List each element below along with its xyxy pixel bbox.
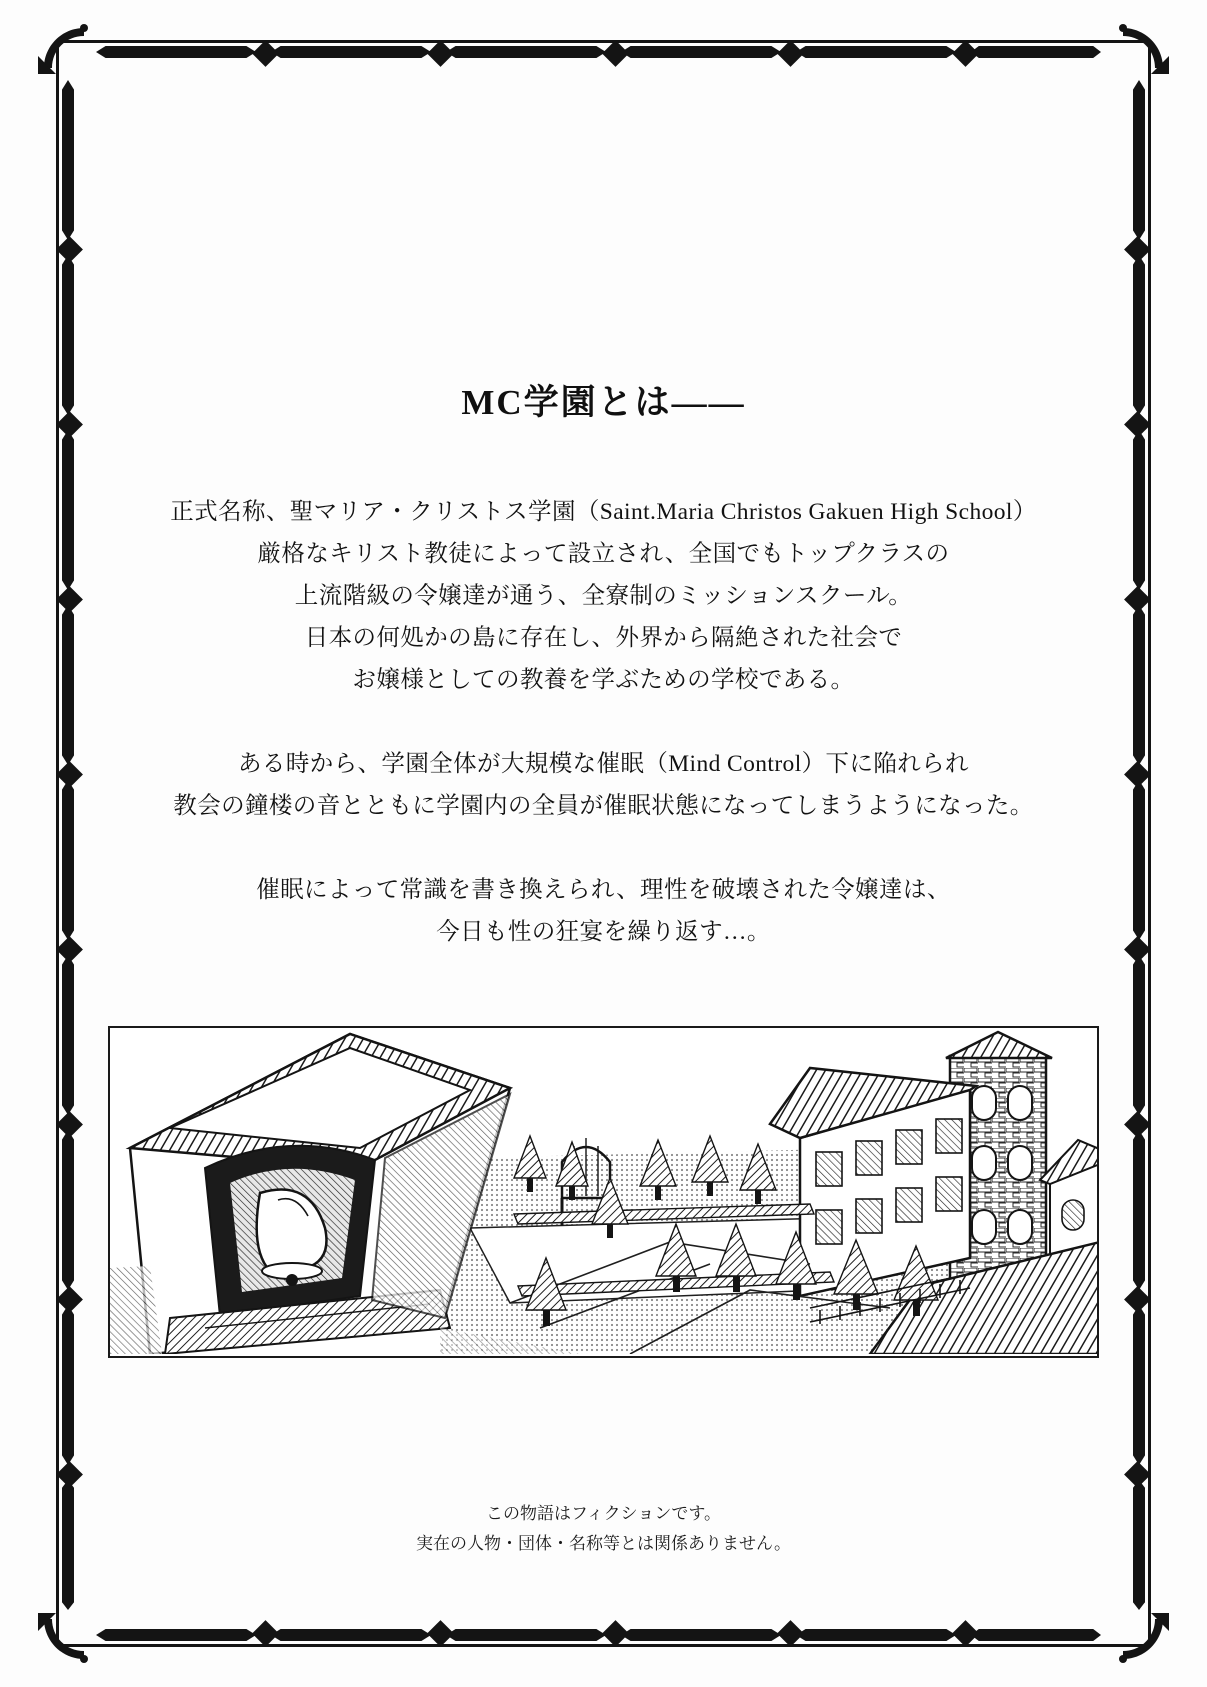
frame-ornament-bar [96, 46, 256, 58]
corner-flourish-bottom-left [34, 1609, 94, 1669]
frame-ornament-bar [1133, 1305, 1145, 1465]
frame-diamond [56, 936, 83, 963]
frame-ornament-bar [62, 605, 74, 765]
frame-ornament-bar [971, 1629, 1101, 1641]
paragraph-gap [95, 827, 1112, 869]
corner-flourish-bottom-right [1113, 1609, 1173, 1669]
body-text [95, 491, 1112, 953]
frame-diamond [1124, 1286, 1151, 1313]
frame-ornament-bar [62, 430, 74, 590]
frame-ornament-bar [62, 80, 74, 240]
frame-ornament-bar [62, 780, 74, 940]
page-title: MC学園とは―― [461, 383, 746, 422]
frame-diamond [1124, 236, 1151, 263]
frame-diamond [1124, 586, 1151, 613]
frame-diamond [56, 411, 83, 438]
frame-diamond [1124, 1111, 1151, 1138]
frame-line-bottom [56, 1644, 1151, 1647]
frame-ornament-bar [1133, 430, 1145, 590]
frame-ornament-bar [1133, 605, 1145, 765]
body-line: 日本の何処かの島に存在し、外界から隔絶された社会で [304, 625, 903, 651]
frame-ornament-bar [62, 1130, 74, 1290]
frame-ornament-bar [1133, 955, 1145, 1115]
frame-diamond [1124, 936, 1151, 963]
frame-ornament-bar [1133, 780, 1145, 940]
frame-ornament-bar [621, 46, 781, 58]
frame-ornament-bar [796, 1629, 956, 1641]
illustration-panel [108, 1026, 1099, 1358]
frame-ornament-bar [1133, 255, 1145, 415]
school-campus-illustration [110, 1028, 1099, 1354]
disclaimer [95, 1499, 1112, 1559]
frame-diamond [56, 1286, 83, 1313]
frame-ornament-bar [62, 1480, 74, 1610]
frame-line-top [56, 40, 1151, 43]
disclaimer-line: この物語はフィクションです。 [486, 1504, 721, 1523]
frame-line-right [1148, 40, 1151, 1647]
frame-ornament-bar [271, 46, 431, 58]
body-line: 厳格なキリスト教徒によって設立され、全国でもトップクラスの [257, 541, 950, 567]
frame-diamond [1124, 411, 1151, 438]
frame-ornament-bar [96, 1629, 256, 1641]
frame-ornament-bar [62, 955, 74, 1115]
body-line: 今日も性の狂宴を繰り返す…。 [436, 919, 771, 945]
frame-ornament-bar [62, 255, 74, 415]
body-line: 正式名称、聖マリア・クリストス学園（Saint.Maria Christos Gakuen High School） [170, 499, 1037, 525]
frame-diamond [56, 586, 83, 613]
body-line: 教会の鐘楼の音とともに学園内の全員が催眠状態になってしまうようになった。 [173, 793, 1034, 819]
frame-ornament-bar [446, 46, 606, 58]
frame-ornament-bar [971, 46, 1101, 58]
frame-diamond [56, 236, 83, 263]
disclaimer-line: 実在の人物・団体・名称等とは関係ありません。 [415, 1534, 792, 1553]
frame-diamond [56, 761, 83, 788]
body-line: お嬢様としての教養を学ぶための学校である。 [352, 667, 855, 693]
body-line: 催眠によって常識を書き換えられ、理性を破壊された令嬢達は、 [256, 877, 951, 903]
corner-flourish-top-left [34, 18, 94, 78]
body-line: 上流階級の令嬢達が通う、全寮制のミッションスクール。 [294, 583, 913, 609]
frame-ornament-bar [62, 1305, 74, 1465]
paragraph-gap [95, 701, 1112, 743]
frame-ornament-bar [271, 1629, 431, 1641]
frame-ornament-bar [796, 46, 956, 58]
corner-flourish-top-right [1113, 18, 1173, 78]
frame-diamond [1124, 1461, 1151, 1488]
frame-ornament-bar [446, 1629, 606, 1641]
frame-ornament-bar [1133, 1130, 1145, 1290]
frame-diamond [56, 1111, 83, 1138]
frame-line-left [56, 40, 59, 1647]
content-area [95, 60, 1112, 1627]
frame-ornament-bar [621, 1629, 781, 1641]
frame-diamond [56, 1461, 83, 1488]
frame-ornament-bar [1133, 1480, 1145, 1610]
frame-ornament-bar [1133, 80, 1145, 240]
frame-diamond [1124, 761, 1151, 788]
body-line: ある時から、学園全体が大規模な催眠（Mind Control）下に陥れられ [238, 751, 969, 777]
